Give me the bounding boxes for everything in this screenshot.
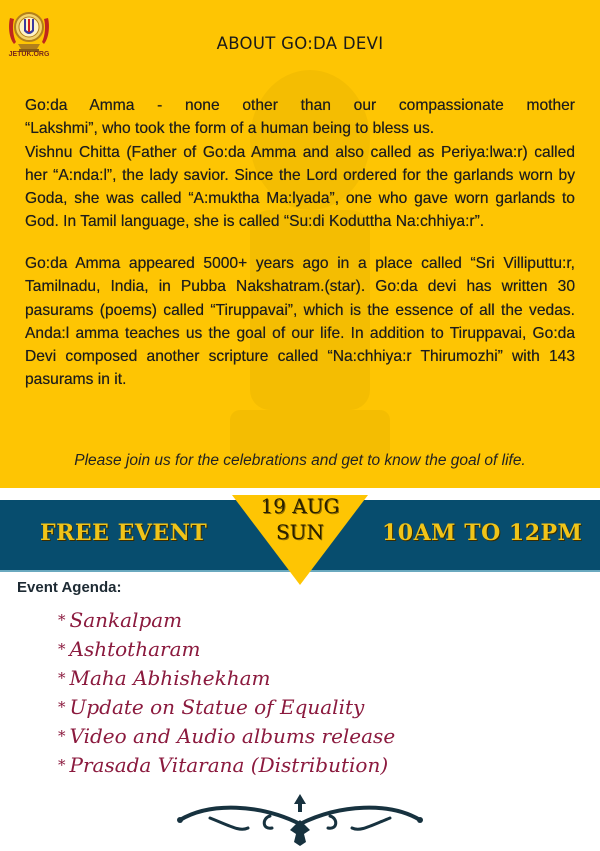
agenda-item-label: Video and Audio albums release — [69, 724, 396, 748]
page-title: ABOUT GO:DA DEVI — [216, 34, 384, 53]
bullet-star-icon: * — [58, 611, 66, 629]
paragraph-about-2 — [25, 252, 575, 392]
bullet-star-icon: * — [58, 669, 66, 687]
agenda-item — [58, 751, 395, 780]
agenda-item-label: Maha Abhishekham — [69, 666, 271, 690]
paragraph-2-text: Go:da Amma appeared 5000+ years ago in a place called “Sri Villiputtu:r, Tamilnadu, India, in Pubba Nakshatram.(star). Go:da devi has written 30 pasurams (poems) called “Tiruppavai”, which is the essence of all the vedas. Anda:l amma teaches us the goal of our life. In addition to Tiruppavai, Go:da Devi composed another scripture called “Na:chhiya:r Thirumozhi” with 143 pasurams in it. — [25, 255, 575, 389]
agenda-list — [58, 606, 395, 780]
event-time: 10AM TO 12PM — [382, 520, 583, 546]
ornamental-divider-icon — [170, 792, 430, 848]
paragraph-about-1 — [25, 94, 575, 234]
paragraph-1-rest: Vishnu Chitta (Father of Go:da Amma and also called as Periya:lwa:r) called her “A:nda:l”, the lady savior. Since the Lord ordered for the garlands worn by Goda, she was called “A:muktha Ma:lyada”, one who gave worn garlands to God. In Tamil language, she is called “Su:di Koduttha Na:chhiya:r”. — [25, 143, 575, 231]
bullet-star-icon: * — [58, 698, 66, 716]
logo-text: JETUK.ORG — [8, 51, 50, 58]
agenda-item-label: Update on Statue of Equality — [69, 695, 365, 719]
agenda-item-label: Prasada Vitarana (Distribution) — [69, 753, 389, 777]
event-date-day: 19 AUG — [260, 494, 340, 518]
bullet-star-icon: * — [58, 640, 66, 658]
agenda-item — [58, 722, 395, 751]
bullet-star-icon: * — [58, 727, 66, 745]
bullet-star-icon: * — [58, 756, 66, 774]
agenda-item-label: Ashtotharam — [69, 637, 201, 661]
paragraph-1-line-2: “Lakshmi”, who took the form of a human being to bless us. — [25, 120, 435, 138]
event-date-weekday: SUN — [275, 520, 325, 544]
agenda-item — [58, 635, 395, 664]
agenda-item — [58, 693, 395, 722]
agenda-item-label: Sankalpam — [69, 608, 183, 632]
event-date — [232, 493, 368, 545]
agenda-item — [58, 606, 395, 635]
free-event-label: FREE EVENT — [40, 520, 208, 546]
agenda-item — [58, 664, 395, 693]
invitation-text: Please join us for the celebrations and get to know the goal of life. — [74, 452, 526, 469]
paragraph-1-line-1: Go:da Amma - none other than our compassionate mother — [25, 97, 575, 114]
agenda-title: Event Agenda: — [17, 579, 122, 596]
